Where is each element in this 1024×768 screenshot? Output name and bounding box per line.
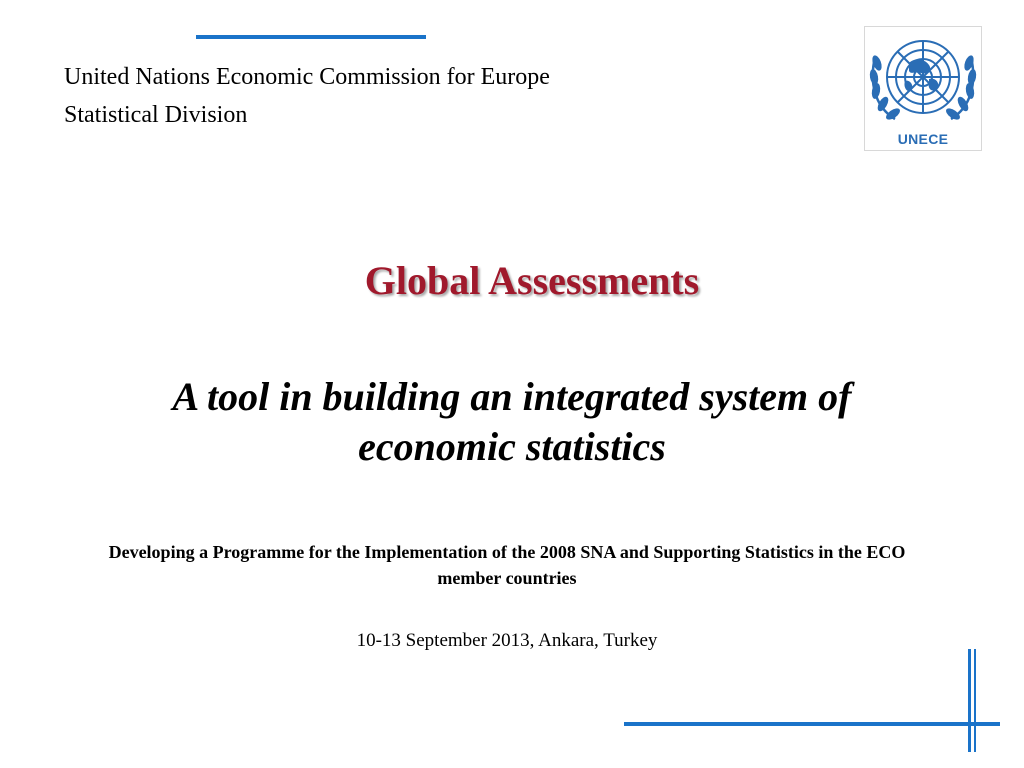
- programme-description: Developing a Programme for the Implementation of the 2008 SNA and Supporting Statistics in the ECO member countries: [108, 542, 906, 588]
- corner-horizontal-rule: [624, 722, 1000, 726]
- corner-vertical-rule-thin: [974, 649, 976, 752]
- logo-label: UNECE: [897, 131, 949, 147]
- unece-logo: [864, 26, 982, 151]
- top-decorative-rule: [196, 35, 426, 39]
- corner-vertical-rule: [968, 649, 971, 752]
- slide-subtitle: A tool in building an integrated system of economic statistics: [172, 374, 852, 469]
- slide-title: Global Assessments: [364, 258, 700, 303]
- organization-name: United Nations Economic Commission for Europe: [64, 64, 550, 90]
- un-emblem-icon: [865, 27, 981, 131]
- event-date-location: 10-13 September 2013, Ankara, Turkey: [356, 630, 658, 651]
- division-name: Statistical Division: [64, 102, 248, 128]
